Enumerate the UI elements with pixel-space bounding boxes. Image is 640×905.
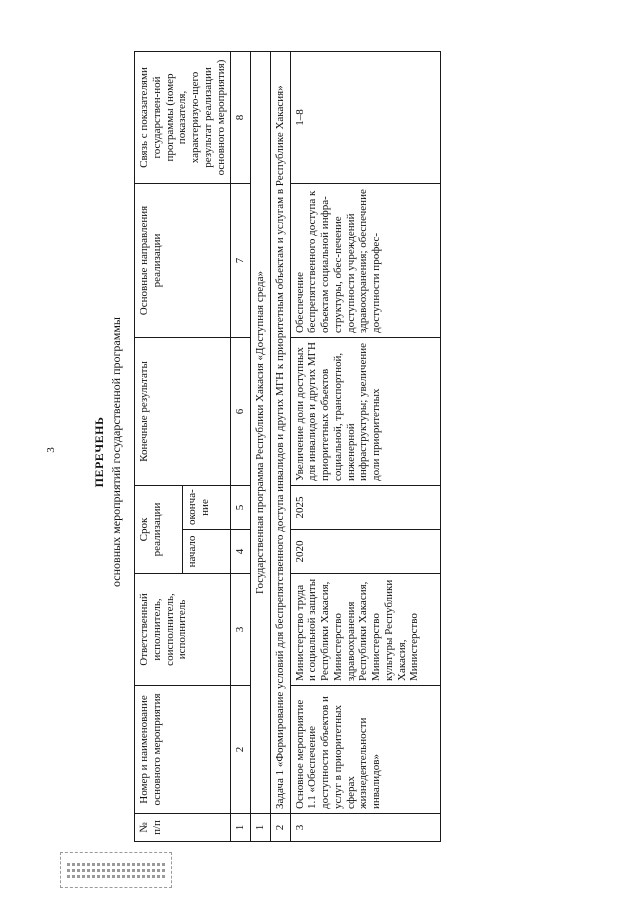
measure-directions: Обеспечение беспрепятственного доступа к объектам социальной инфра-структуры, обес-печение доступности учреждений здравоохранения; обеспечение доступности профес- xyxy=(290,183,440,337)
measure-row-number: 3 xyxy=(290,814,440,842)
column-number: 4 xyxy=(231,530,251,574)
header-directions: Основные направления реализации xyxy=(135,183,231,337)
stamp-line xyxy=(67,875,165,878)
column-number: 3 xyxy=(231,574,251,686)
page-number: 3 xyxy=(44,447,57,453)
measure-result: Увеличение доли доступных для инвалидов и других МГН приоритетных объектов социальной, транспортной, инженерной инфраструктуры; увеличение доли приоритетных xyxy=(290,337,440,485)
header-term: Срок реализации xyxy=(135,485,183,573)
header-number: № п/п xyxy=(135,814,231,842)
measure-row xyxy=(290,51,440,841)
rotated-sheet xyxy=(70,42,570,862)
column-number: 7 xyxy=(231,183,251,337)
measure-start-year: 2020 xyxy=(290,530,440,574)
header-measure-name: Номер и наименование основного мероприятия xyxy=(135,686,231,814)
document-heading xyxy=(92,42,124,862)
stamp-line xyxy=(67,869,165,872)
stamp-mark xyxy=(60,852,172,888)
header-indicators: Связь с показателями государствен-ной программы (номер показателя, характеризую-щего результат реализации основного мероприятия) xyxy=(135,51,231,183)
task-title: Задача 1 «Формирование условий для беспрепятственного доступа инвалидов и других МГН к приоритетным объектам и услугам в Республике Хакасия» xyxy=(270,51,290,813)
table-header-row xyxy=(135,51,183,841)
header-end: оконча-ние xyxy=(183,485,231,529)
measure-name: Основное мероприятие 1.1 «Обеспечение доступности объектов и услуг в приоритетных сферах жизнедеятельности инвалидов» xyxy=(290,686,440,814)
program-row xyxy=(251,51,271,841)
header-executor: Ответственный исполнитель, соисполнитель, исполнитель xyxy=(135,574,231,686)
header-results: Конечные результаты xyxy=(135,337,231,485)
column-number: 8 xyxy=(231,51,251,183)
document-subtitle: основных мероприятий государственной программы xyxy=(109,317,123,588)
document-title: ПЕРЕЧЕНЬ xyxy=(92,416,106,488)
column-number-row xyxy=(231,51,251,841)
column-number: 6 xyxy=(231,337,251,485)
measure-indicators: 1–8 xyxy=(290,51,440,183)
stamp-line xyxy=(67,863,165,866)
column-number: 2 xyxy=(231,686,251,814)
task-row xyxy=(270,51,290,841)
program-row-number: 1 xyxy=(251,814,271,842)
header-start: начало xyxy=(183,530,231,574)
program-title: Государственная программа Республики Хакасия «Доступная среда» xyxy=(251,51,271,813)
measure-executor: Министерство труда и социальной защиты Республики Хакасия, Министерство здравоохранения Республики Хакасия, Министерство культуры Республики Хакасия, Министерство xyxy=(290,574,440,686)
task-row-number: 2 xyxy=(270,814,290,842)
column-number: 5 xyxy=(231,485,251,529)
measures-table xyxy=(134,51,441,842)
column-number: 1 xyxy=(231,814,251,842)
measure-end-year: 2025 xyxy=(290,485,440,529)
